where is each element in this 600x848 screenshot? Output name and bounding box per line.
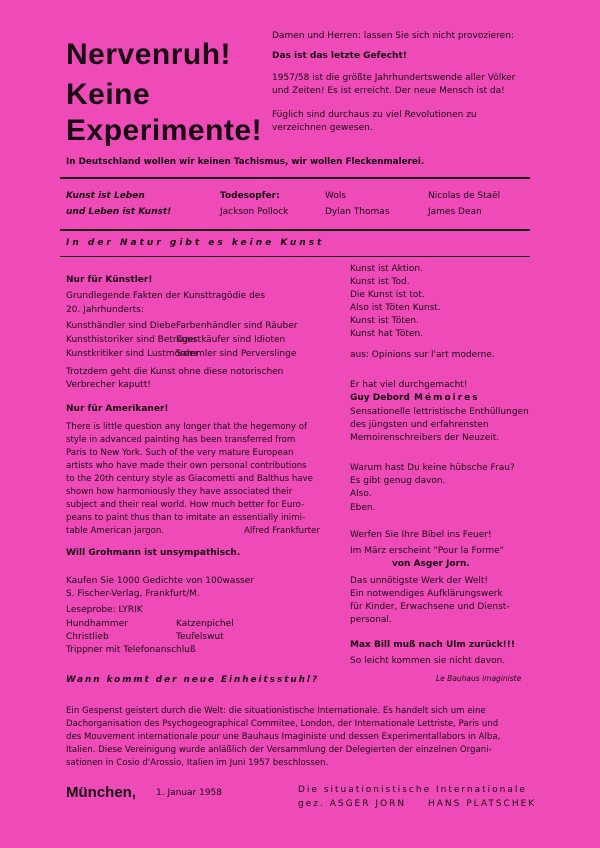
victim-thomas: Dylan Thomas	[325, 207, 390, 217]
artists-fact: Kunsthändler sind Diebe	[66, 321, 176, 331]
debord-title: Mémoires	[414, 393, 480, 403]
art-line: Kunst ist Tod.	[350, 277, 410, 287]
closing-line: Dachorganisation des Psychogeographical Commitee, London, der Internationale Lettriste, Paris und	[66, 719, 499, 729]
dialog-line: Eben.	[350, 503, 376, 513]
americans-author: Alfred Frankfurter	[244, 526, 320, 536]
victim-pollock: Jackson Pollock	[220, 207, 289, 217]
intro-line-3: 1957/58 ist die größte Jahrhundertswende aller Völker	[272, 73, 516, 83]
footer-signer: HANS PLATSCHEK	[428, 799, 537, 809]
jorn-line: für Kinder, Erwachsene und Dienst-	[350, 602, 510, 612]
poem-word: Hundhammer	[66, 619, 128, 629]
headline-line-3: Experimente!	[66, 114, 263, 147]
divider	[60, 177, 530, 179]
intro-line-1: Damen und Herren: lassen Sie sich nicht provozieren:	[272, 31, 514, 41]
americans-line: Paris to New York. Such of the very mature European	[66, 448, 294, 458]
bill-line: Max Bill muß nach Ulm zurück!!!	[350, 640, 515, 650]
headline-line-1: Nervenruh!	[66, 38, 232, 71]
bauhaus-signature: Le Bauhaus imaginiste	[436, 674, 522, 683]
art-line: Kunst ist Aktion.	[350, 264, 423, 274]
debord-line: Sensationelle lettristische Enthüllungen	[350, 407, 529, 417]
footer-city: München,	[66, 784, 136, 801]
americans-line: style in advanced painting has been transferred from	[66, 435, 296, 445]
debord-line: des jüngsten und erfahrensten	[350, 420, 489, 430]
poem-word: Teufelswut	[176, 632, 224, 642]
closing-line: sationen in Cosio d'Arossio, Italien im Juni 1957 beschlossen.	[66, 758, 329, 768]
dialog-line: Also.	[350, 489, 372, 499]
jorn-line: personal.	[350, 615, 392, 625]
victim-dean: James Dean	[428, 207, 482, 217]
artists-line: 20. Jahrhunderts:	[66, 305, 144, 315]
americans-line: artists who have made their own personal contributions	[66, 461, 307, 471]
divider	[60, 256, 530, 257]
debord-line: Memoirenschreibers der Neuzeit.	[350, 433, 500, 443]
footer-signed: gez. ASGER JORN	[298, 799, 407, 809]
victim-de-stael: Nicolas de Staël	[428, 191, 501, 201]
statement: In Deutschland wollen wir keinen Tachismus, wir wollen Fleckenmalerei.	[66, 157, 425, 167]
americans-title: Nur für Amerikaner!	[66, 404, 169, 414]
nature-line: In der Natur gibt es keine Kunst	[66, 238, 325, 248]
artists-line: Trotzdem geht die Kunst ohne diese notorischen	[66, 367, 284, 377]
americans-line: shown how harmoniously they have associated their	[66, 487, 293, 497]
artists-line: Grundlegende Fakten der Kunsttragödie des	[66, 291, 266, 301]
art-line: Die Kunst ist tot.	[350, 290, 425, 300]
divider	[60, 229, 530, 231]
dialog-line: Warum hast Du keine hübsche Frau?	[350, 463, 515, 473]
debord-line: Er hat viel durchgemacht!	[350, 380, 468, 390]
artists-fact: Farbenhändler sind Räuber	[176, 321, 298, 331]
hundertwasser-line: Leseprobe: LYRIK	[66, 605, 143, 615]
bill-line: So leicht kommen sie nicht davon.	[350, 656, 506, 666]
artists-fact: Kunstkritiker sind Lustmörder	[66, 349, 199, 359]
intro-line-5: Füglich sind durchaus zu viel Revolutionen zu	[272, 110, 477, 120]
footer-date: 1. Januar 1958	[156, 788, 223, 798]
art-line: Kunst hat Töten.	[350, 329, 424, 339]
americans-line: peans to paint thus than to imitate an essentially inimi-	[66, 513, 306, 523]
artists-fact: Kunstkäufer sind Idioten	[176, 335, 286, 345]
jorn-line: Das unnötigste Werk der Welt!	[350, 576, 489, 586]
poem-word: Katzenpichel	[176, 619, 234, 629]
closing-line: Ein Gespenst geistert durch die Welt: die situationistische Internationale. Es handelt sich um eine	[66, 706, 486, 716]
intro-line-6: verzeichnen gewesen.	[272, 123, 373, 133]
art-motto-1: Kunst ist Leben	[66, 191, 145, 201]
einheitsstuhl: Wann kommt der neue Einheitsstuhl?	[66, 675, 320, 685]
art-motto-2: und Leben ist Kunst!	[66, 207, 172, 217]
americans-line: table American jargon.	[66, 526, 165, 536]
dialog-line: Es gibt genug davon.	[350, 476, 446, 486]
hundertwasser-line: S. Fischer-Verlag, Frankfurt/M.	[66, 589, 200, 599]
art-line: Also ist Töten Kunst.	[350, 303, 441, 313]
americans-line: to the 20th century style as Giacometti and Balthus have	[66, 474, 313, 484]
jorn-author: von Asger Jorn.	[392, 559, 470, 569]
artists-fact: Kunsthistoriker sind Betrüger	[66, 335, 198, 345]
jorn-line: Ein notwendiges Aufklärungswerk	[350, 589, 503, 599]
footer-org: Die situationistische Internationale	[298, 785, 527, 795]
americans-line: subject and their real world. How much better for Euro-	[66, 500, 305, 510]
artists-line: Verbrecher kaputt!	[66, 380, 151, 390]
art-line: Kunst ist Töten.	[350, 316, 419, 326]
hundertwasser-line: Trippner mit Telefonanschluß	[66, 645, 196, 655]
jorn-line: Im März erscheint "Pour la Forme"	[350, 546, 504, 556]
victims-label: Todesopfer:	[220, 191, 280, 201]
americans-line: There is little question any longer that the hegemony of	[66, 422, 308, 432]
jorn-line: Werfen Sie Ihre Bibel ins Feuer!	[350, 530, 492, 540]
artists-title: Nur für Künstler!	[66, 275, 153, 285]
headline-line-2: Keine	[66, 78, 151, 111]
grohmann: Will Grohmann ist unsympathisch.	[66, 548, 241, 558]
hundertwasser-line: Kaufen Sie 1000 Gedichte von 100wasser	[66, 576, 254, 586]
artists-fact: Sammler sind Perverslinge	[176, 349, 297, 359]
closing-line: Italien. Diese Vereinigung wurde anläßlich der Versammlung der Delegierten der einzelnen Organi-	[66, 745, 492, 755]
art-source: aus: Opinions sur l'art moderne.	[350, 350, 495, 360]
closing-line: des Mouvement internationale pour une Bauhaus Imaginiste und dessen Experimentallabors in Alba,	[66, 732, 501, 742]
intro-line-2: Das ist das letzte Gefecht!	[272, 51, 407, 61]
intro-line-4: und Zeiten! Es ist erreicht. Der neue Mensch ist da!	[272, 86, 505, 96]
victim-wols: Wols	[325, 191, 347, 201]
debord-name: Guy Debord	[350, 393, 410, 403]
poem-word: Christlieb	[66, 632, 109, 642]
